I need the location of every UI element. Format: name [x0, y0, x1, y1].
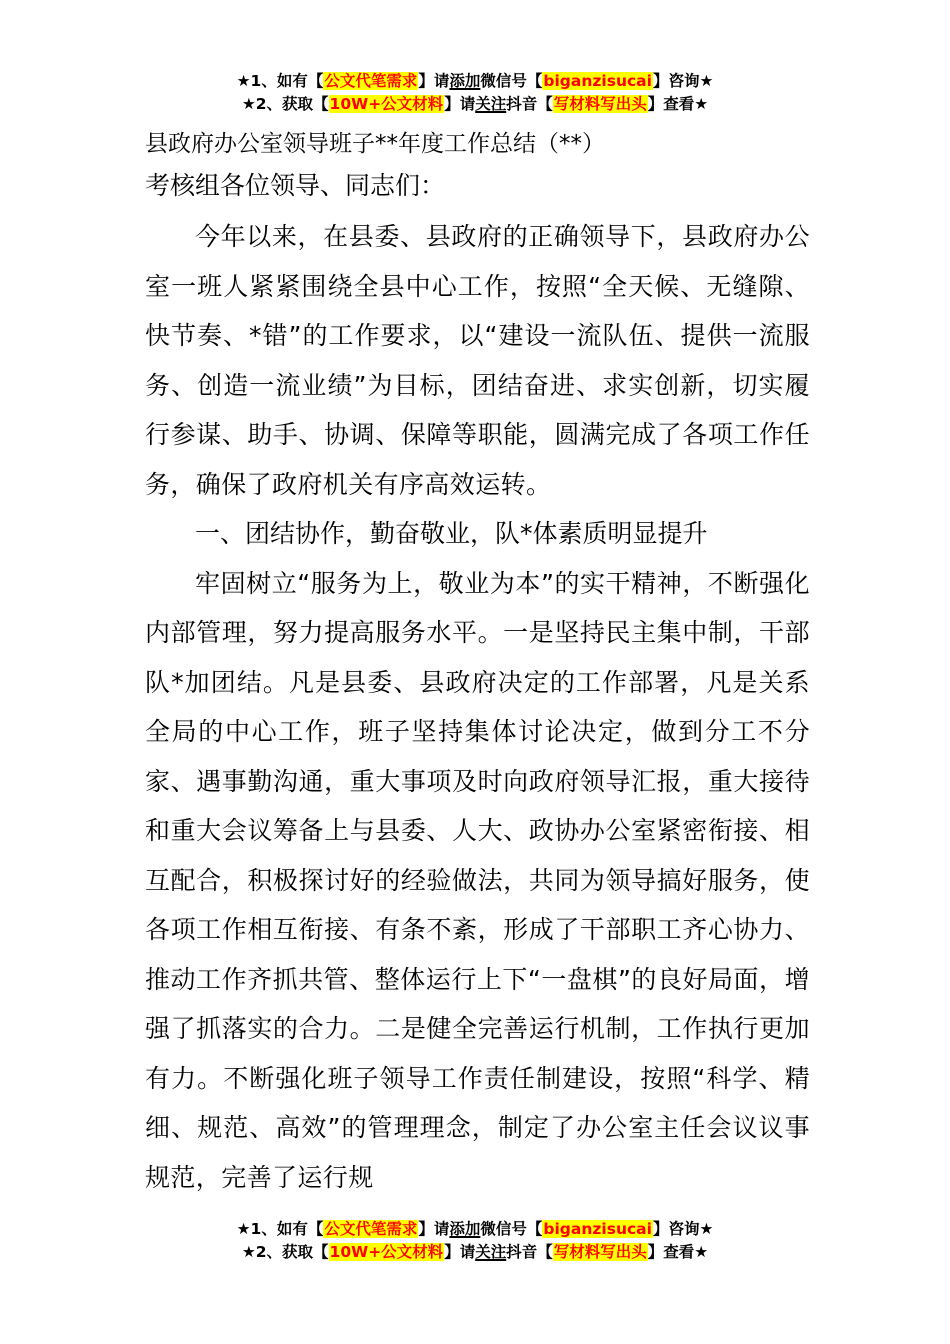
- promo-text: 】请: [418, 72, 450, 90]
- promo-line-douyin: [0, 1241, 950, 1264]
- promo-text: 微信号【: [480, 1220, 543, 1238]
- promo-line-douyin: [0, 93, 950, 116]
- promo-text: 微信号【: [480, 72, 543, 90]
- promo-highlight-service: 公文代笔需求: [324, 1220, 418, 1238]
- promo-text: 抖音【: [506, 1243, 553, 1261]
- promo-text: ★1、如有【: [236, 72, 324, 90]
- section-paragraph: 牢固树立“服务为上，敬业为本”的实干精神，不断强化内部管理，努力提高服务水平。一是坚持民主集中制，干部队*加团结。凡是县委、县政府决定的工作部署，凡是关系全局的中心工作，班子坚持集体讨论决定，做到分工不分家、遇事勤沟通，重大事项及时向政府领导汇报，重大接待和重大会议筹备上与县委、人大、政协办公室紧密衔接、相互配合，积极探讨好的经验做法，共同为领导搞好服务，使各项工作相互衔接、有条不紊，形成了干部职工齐心协力、推动工作齐抓共管、整体运行上下“一盘棋”的良好局面，增强了抓落实的合力。二是健全完善运行机制，工作执行更加有力。不断强化班子领导工作责任制建设，按照“科学、精细、规范、高效”的管理理念，制定了办公室主任会议议事规范，完善了运行规: [145, 568, 810, 1192]
- salutation: 考核组各位领导、同志们：: [145, 171, 446, 200]
- promo-emphasis: 关注: [475, 1243, 507, 1261]
- promo-highlight-douyin-id: 写材料写出头: [553, 95, 647, 113]
- promo-text: 】查看★: [647, 1243, 709, 1261]
- promo-highlight-wechat-id: biganzisucai: [543, 1220, 652, 1238]
- bottom-promo-banner: [0, 1218, 950, 1264]
- promo-line-wechat: [0, 1218, 950, 1241]
- promo-highlight-materials: 10W+公文材料: [329, 95, 444, 113]
- promo-highlight-service: 公文代笔需求: [324, 72, 418, 90]
- top-promo-banner: [0, 70, 950, 116]
- promo-text: 】请: [444, 1243, 476, 1261]
- promo-emphasis: 关注: [475, 95, 507, 113]
- intro-paragraph: 今年以来，在县委、县政府的正确领导下，县政府办公室一班人紧紧围绕全县中心工作，按照“全天候、无缝隙、快节奏、*错”的工作要求，以“建设一流队伍、提供一流服务、创造一流业绩”为目标，团结奋进、求实创新，切实履行参谋、助手、协调、保障等职能，圆满完成了各项工作任务，确保了政府机关有序高效运转。: [145, 222, 810, 499]
- promo-line-wechat: [0, 70, 950, 93]
- promo-text: 抖音【: [506, 95, 553, 113]
- promo-text: 】咨询★: [652, 1220, 714, 1238]
- promo-emphasis: 添加: [449, 72, 481, 90]
- promo-text: 】请: [444, 95, 476, 113]
- promo-text: ★2、获取【: [241, 95, 329, 113]
- promo-text: ★1、如有【: [236, 1220, 324, 1238]
- document-body: [145, 124, 810, 1202]
- promo-text: 】咨询★: [652, 72, 714, 90]
- promo-text: 】查看★: [647, 95, 709, 113]
- promo-emphasis: 添加: [449, 1220, 481, 1238]
- promo-highlight-wechat-id: biganzisucai: [543, 72, 652, 90]
- promo-highlight-materials: 10W+公文材料: [329, 1243, 444, 1261]
- promo-text: ★2、获取【: [241, 1243, 329, 1261]
- document-title: 县政府办公室领导班子**年度工作总结（**）: [145, 131, 605, 157]
- promo-highlight-douyin-id: 写材料写出头: [553, 1243, 647, 1261]
- section-heading: 一、团结协作，勤奋敬业，队*体素质明显提升: [195, 519, 708, 548]
- promo-text: 】请: [418, 1220, 450, 1238]
